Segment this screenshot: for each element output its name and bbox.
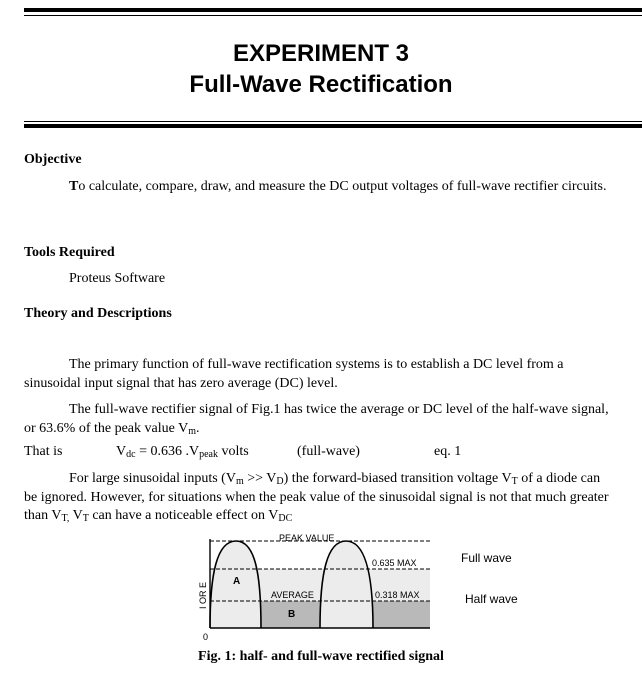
para2-text: The full-wave rectifier signal of Fig.1 has twice the average or DC level of the half-wave signal, or 63.6% of the peak value V: [24, 402, 609, 436]
p3-s4: T,: [61, 513, 70, 524]
para2-end: .: [195, 420, 200, 436]
p3-t5: V: [69, 508, 83, 523]
p3-s6: DC: [278, 513, 293, 524]
theory-paragraph-2: [24, 401, 609, 438]
top-rule-thin: [24, 15, 642, 16]
region-b-label: B: [288, 609, 296, 620]
theory-paragraph-3: [24, 470, 609, 526]
figure-caption: Fig. 1: half- and full-wave rectified signal: [198, 649, 444, 664]
eq-peak-sub: peak: [199, 449, 218, 460]
peak-value-label: PEAK VALUE: [279, 533, 335, 543]
equation-label: eq. 1: [434, 444, 462, 459]
equation-tag: (full-wave): [297, 444, 360, 459]
p3-t1: For large sinusoidal inputs (V: [69, 471, 236, 486]
full-wave-label: Full wave: [461, 551, 512, 565]
p3-s2: D: [276, 476, 284, 487]
average-label: AVERAGE: [271, 590, 314, 600]
p3-s3: T: [511, 476, 518, 487]
eq-mid: = 0.636 .V: [135, 444, 200, 459]
equation-lead: That is: [24, 444, 63, 459]
para2-sub: m: [188, 425, 196, 437]
tools-item: Proteus Software: [69, 271, 166, 286]
p3-s1: m: [235, 476, 244, 487]
p3-t2: >> V: [243, 471, 277, 486]
theory-paragraph-1: The primary function of full-wave rectification systems is to establish a DC level from a sinusoidal input signal that has zero average (DC) level.: [24, 357, 564, 391]
bottom-rule: [24, 124, 642, 128]
p3-t6: can have a noticeable effect on V: [88, 508, 279, 523]
tools-heading: Tools Required: [24, 245, 115, 260]
eq-v-sub: dc: [126, 449, 136, 460]
p3-t3: ) the forward-biased transition voltage V: [283, 471, 512, 486]
origin-label: 0: [203, 632, 209, 642]
bottom-rule-thin: [24, 121, 642, 122]
p3-s5: T: [82, 513, 89, 524]
title-line-1: EXPERIMENT 3: [232, 40, 410, 67]
region-a-label: A: [233, 576, 241, 587]
theory-heading: Theory and Descriptions: [24, 306, 172, 321]
objective-body: o calculate, compare, draw, and measure the DC output voltages of full-wave rectifier circuits.: [78, 179, 607, 194]
eq-v: V: [116, 444, 127, 459]
half-sine-lobe-2: [320, 541, 373, 628]
objective-heading: Objective: [24, 152, 82, 167]
p3-t4: of a diode can be ignored. However, for situations when the peak value of the sinusoidal signal is not that much greater than V: [24, 471, 609, 523]
objective-text: [24, 178, 609, 197]
top-rule: [24, 8, 642, 12]
title-line-2: Full-Wave Rectification: [189, 71, 453, 98]
full-max-label: 0.635 MAX: [372, 558, 417, 568]
objective-drop-letter: T: [69, 179, 79, 194]
rectified-signal-figure: [195, 533, 535, 645]
half-wave-region-2: [373, 601, 430, 628]
half-wave-label: Half wave: [465, 592, 518, 606]
eq-unit: volts: [217, 444, 249, 459]
half-max-label: 0.318 MAX: [375, 590, 420, 600]
equation-formula: [116, 444, 249, 460]
axis-label: I OR E: [198, 581, 208, 609]
